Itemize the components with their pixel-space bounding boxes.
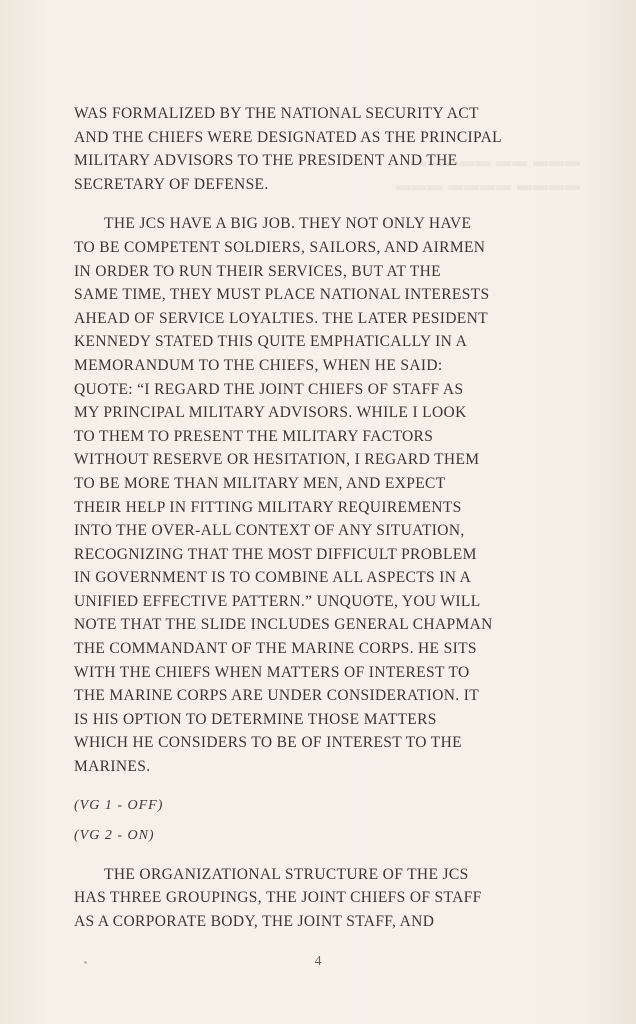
show-through-texture: ▬▬▬ ▬▬ ▬▬▬▬▬ ▬▬▬▬ ▬▬▬▬ ▬▬▬ [394,154,580,194]
visual-cue-vg1: (VG 1 - OFF) [74,797,164,813]
body-text [74,102,572,933]
paragraph-nsa: WAS FORMALIZED BY THE NATIONAL SECURITY ACT AND THE CHIEFS WERE DESIGNATED AS THE PRINCIPAL MILITARY ADVISORS TO THE PRESIDENT AND THE SECRETARY OF DEFENSE. [74,105,502,193]
paragraph-organizational-structure: THE ORGANIZATIONAL STRUCTURE OF THE JCS HAS THREE GROUPINGS, THE JOINT CHIEFS OF STAFF AS A CORPORATE BODY, THE JOINT STAFF, AND [74,865,482,930]
page-number: 4 [314,954,322,969]
visual-cue-vg2: (VG 2 - ON) [74,827,155,843]
paragraph-jcs-big-job: THE JCS HAVE A BIG JOB. THEY NOT ONLY HAVE TO BE COMPETENT SOLDIERS, SAILORS, AND AIRMEN IN ORDER TO RUN THEIR SERVICES, BUT AT THE SAME TIME, THEY MUST PLACE NATIONAL INTERESTS AHEAD OF SERVICE LOYALTIES. THE LATER PESIDENT KENNEDY STATED THIS QUITE EMPHATICALLY IN A MEMORANDUM TO THE CHIEFS, WHEN HE SAID: QUOTE: “I REGARD THE JOINT CHIEFS OF STAFF AS MY PRINCIPAL MILITARY ADVISORS. WHILE I LOOK TO THEM TO PRESENT THE MILITARY FACTORS WITHOUT RESERVE OR HESITATION, I REGARD THEM TO BE MORE THAN MILITARY MEN, AND EXPECT THEIR HELP IN FITTING MILITARY REQUIREMENTS INTO THE OVER-ALL CONTEXT OF ANY SITUATION, RECOGNIZING THAT THE MOST DIFFICULT PROBLEM IN GOVERNMENT IS TO COMBINE ALL ASPECTS IN A UNIFIED EFFECTIVE PATTERN.” UNQUOTE, YOU WILL NOTE THAT THE SLIDE INCLUDES GENERAL CHAPMAN THE COMMANDANT OF THE MARINE CORPS. HE SITS WITH THE CHIEFS WHEN MATTERS OF INTEREST TO THE MARINE CORPS ARE UNDER CONSIDERATION. IT IS HIS OPTION TO DETERMINE THOSE MATTERS WHICH HE CONSIDERS TO BE OF INTEREST TO THE MARINES. [74,215,493,776]
paper-speck [84,961,87,964]
